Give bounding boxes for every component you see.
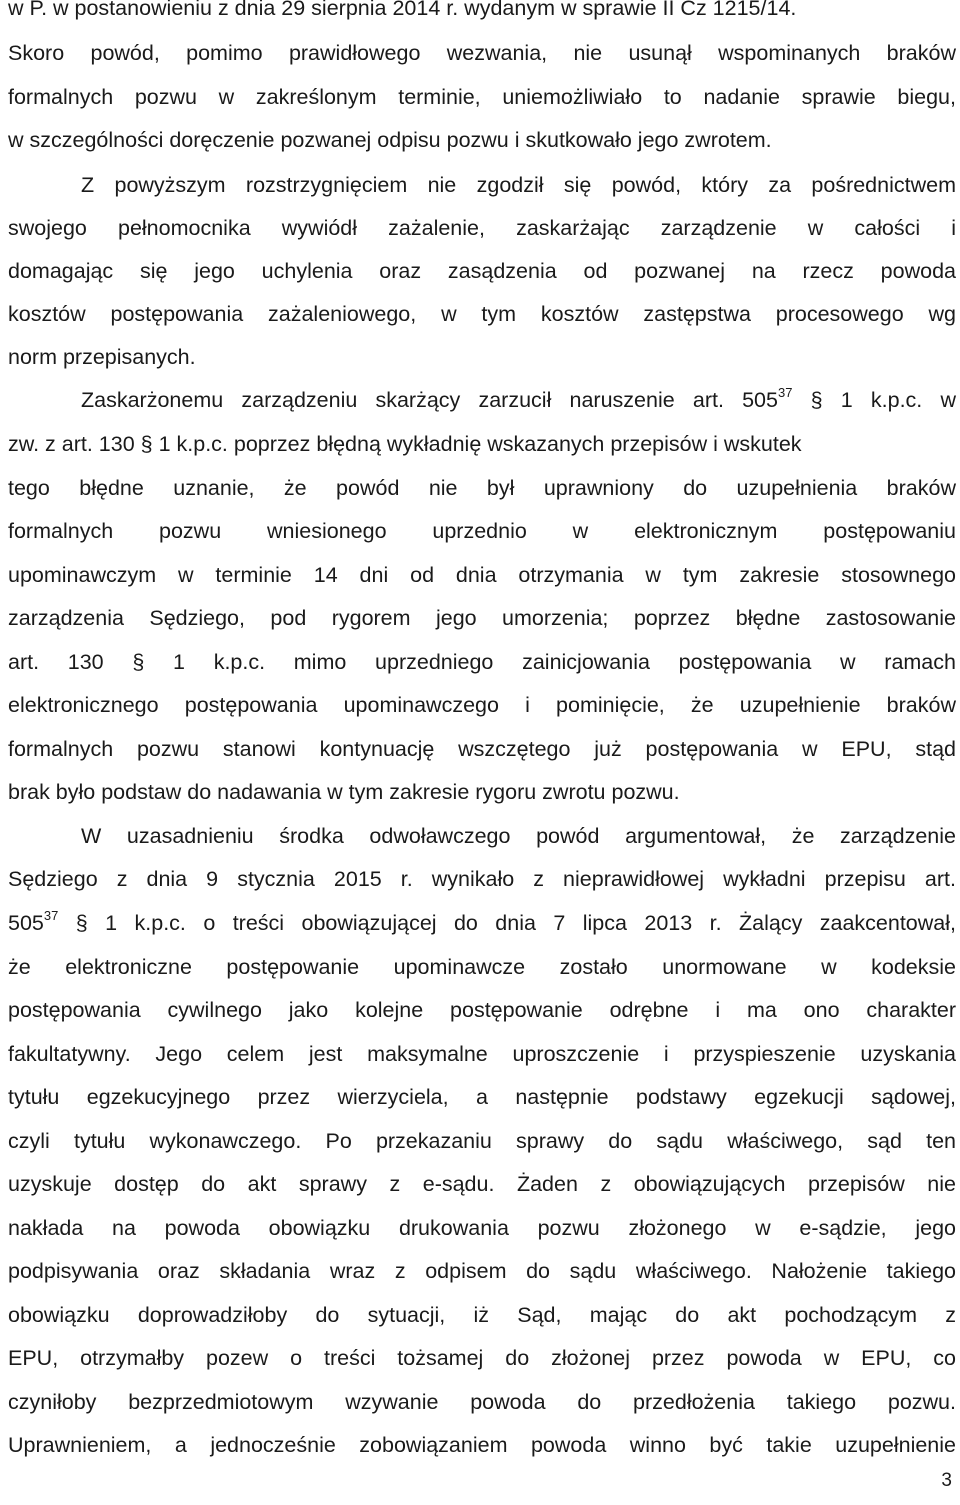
text-line: Z powyższym rozstrzygnięciem nie zgodził się powód, który za pośrednictwem bbox=[81, 173, 956, 197]
superscript: 37 bbox=[777, 384, 793, 400]
text-line bbox=[8, 385, 956, 415]
text-line: norm przepisanych. bbox=[8, 345, 196, 369]
text-line: W uzasadnieniu środka odwoławczego powód argumentował, że zarządzenie bbox=[81, 824, 956, 848]
section-sign: § bbox=[140, 432, 153, 456]
page-number: 3 bbox=[941, 1470, 952, 1491]
text-line: elektronicznego postępowania upominawczego i pominięcie, że uzupełnienie braków bbox=[8, 693, 956, 717]
text-line: domagając się jego uchylenia oraz zasądzenia od pozwanej na rzecz powoda bbox=[8, 259, 956, 283]
text-line: czyniłoby bezprzedmiotowym wzywanie powoda do przedłożenia takiego pozwu. bbox=[8, 1390, 956, 1414]
text-segment: Zaskarżonemu zarządzeniu skarżący zarzucił naruszenie art. 505 bbox=[81, 388, 778, 412]
text-line: obowiązku doprowadziłoby do sytuacji, iż Sąd, mając do akt pochodzącym z bbox=[8, 1303, 956, 1327]
text-line bbox=[8, 908, 956, 938]
section-sign: § bbox=[132, 650, 145, 674]
text-segment: 505 bbox=[8, 911, 44, 935]
text-segment: 1 k.p.c. poprzez błędną wykładnię wskazanych przepisów i wskutek bbox=[152, 432, 802, 456]
text-line: fakultatywny. Jego celem jest maksymalne uproszczenie i przyspieszenie uzyskania bbox=[8, 1042, 956, 1066]
text-line: zarządzenia Sędziego, pod rygorem jego umorzenia; poprzez błędne zastosowanie bbox=[8, 606, 956, 630]
text-line: Uprawnieniem, a jednocześnie zobowiązaniem powoda winno być takie uzupełnienie bbox=[8, 1433, 956, 1457]
text-line: tytułu egzekucyjnego przez wierzyciela, a następnie podstawy egzekucji sądowej, bbox=[8, 1085, 956, 1109]
text-line: formalnych pozwu wniesionego uprzednio w elektronicznym postępowaniu bbox=[8, 519, 956, 543]
text-line: podpisywania oraz składania wraz z odpisem do sądu właściwego. Nałożenie takiego bbox=[8, 1259, 956, 1283]
text-line: czyli tytułu wykonawczego. Po przekazaniu sprawy do sądu właściwego, sąd ten bbox=[8, 1129, 956, 1153]
text-line: postępowania cywilnego jako kolejne postępowanie odrębne i ma ono charakter bbox=[8, 998, 956, 1022]
text-line: uzyskuje dostęp do akt sprawy z e-sądu. Żaden z obowiązujących przepisów nie bbox=[8, 1172, 956, 1196]
text-segment: 1 k.p.c. w bbox=[822, 388, 956, 412]
section-sign: § bbox=[75, 911, 88, 935]
section-sign: § bbox=[810, 388, 823, 412]
text-line bbox=[8, 429, 956, 459]
text-line: swojego pełnomocnika wywiódł zażalenie, zaskarżając zarządzenie w całości i bbox=[8, 216, 956, 240]
text-line: tego błędne uznanie, że powód nie był uprawniony do uzupełnienia braków bbox=[8, 476, 956, 500]
text-line: upominawczym w terminie 14 dni od dnia otrzymania w tym zakresie stosownego bbox=[8, 563, 956, 587]
text-line: formalnych pozwu stanowi kontynuację wszczętego już postępowania w EPU, stąd bbox=[8, 737, 956, 761]
text-line: że elektroniczne postępowanie upominawcze zostało unormowane w kodeksie bbox=[8, 955, 956, 979]
text-line: w szczególności doręczenie pozwanej odpisu pozwu i skutkowało jego zwrotem. bbox=[8, 128, 772, 152]
text-line: Skoro powód, pomimo prawidłowego wezwania, nie usunął wspominanych braków bbox=[8, 41, 956, 65]
text-segment: 1 k.p.c. o treści obowiązującej do dnia 7 lipca 2013 r. Żalący zaakcentował, bbox=[87, 911, 956, 935]
text-line: EPU, otrzymałby pozew o treści tożsamej do złożonej przez powoda w EPU, co bbox=[8, 1346, 956, 1370]
text-line: kosztów postępowania zażaleniowego, w tym kosztów zastępstwa procesowego wg bbox=[8, 302, 956, 326]
text-line: brak było podstaw do nadawania w tym zakresie rygoru zwrotu pozwu. bbox=[8, 780, 680, 804]
text-line: formalnych pozwu w zakreślonym terminie, uniemożliwiało to nadanie sprawie biegu, bbox=[8, 85, 956, 109]
text-line: Sędziego z dnia 9 stycznia 2015 r. wynikało z nieprawidłowej wykładni przepisu art. bbox=[8, 867, 956, 891]
text-segment: art. 130 bbox=[8, 650, 104, 674]
superscript: 37 bbox=[43, 907, 59, 923]
text-line: w P. w postanowieniu z dnia 29 sierpnia 2014 r. wydanym w sprawie II Cz 1215/14. bbox=[8, 0, 797, 20]
text-line: nakłada na powoda obowiązku drukowania pozwu złożonego w e-sądzie, jego bbox=[8, 1216, 956, 1240]
text-segment: zw. z art. 130 bbox=[8, 432, 135, 456]
text-segment: 1 k.p.c. mimo uprzedniego zainicjowania postępowania w ramach bbox=[144, 650, 956, 674]
text-line bbox=[8, 647, 956, 677]
